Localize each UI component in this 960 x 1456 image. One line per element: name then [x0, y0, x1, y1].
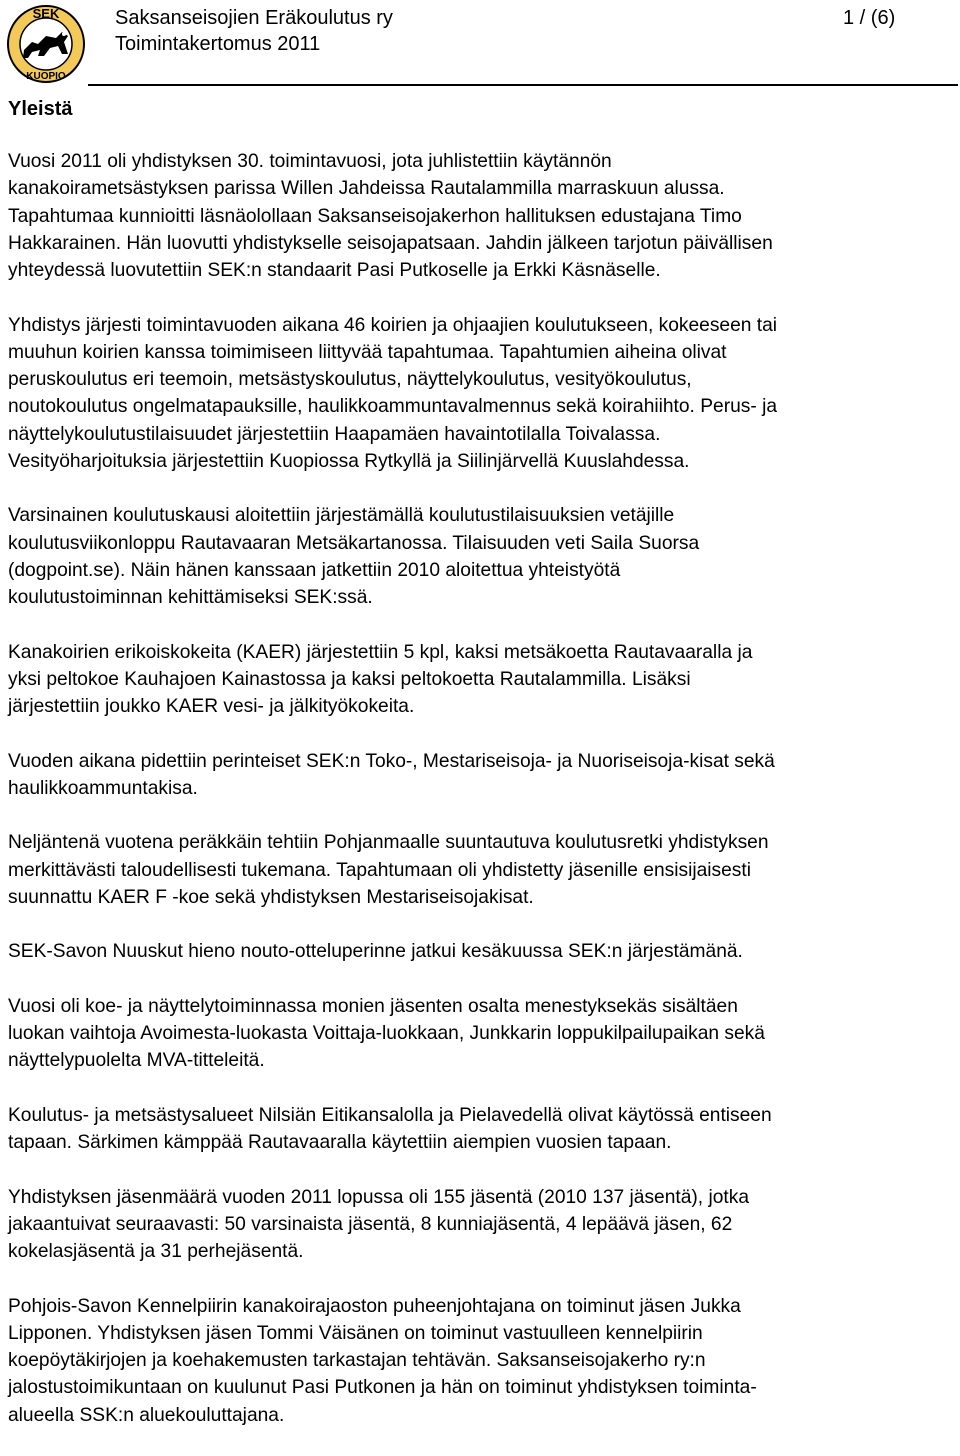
text-line: suunnattu KAER F -koe sekä yhdistyksen Mestariseisojakisat.	[8, 886, 534, 908]
text-line: Tapahtumaa kunnioitti läsnäolollaan Saksanseisojakerhon hallituksen edustajana Timo	[8, 205, 742, 227]
text-line: jakaantuivat seuraavasti: 50 varsinaista jäsentä, 8 kunniajäsentä, 4 lepäävä jäsen, 62	[8, 1213, 733, 1235]
text-line: Pohjois-Savon Kennelpiirin kanakoirajaoston puheenjohtajana on toiminut jäsen Jukka	[8, 1295, 741, 1317]
section-heading: Yleistä	[8, 98, 73, 120]
text-line: Hakkarainen. Hän luovutti yhdistykselle seisojapatsaan. Jahdin jälkeen tarjotun päivällisen	[8, 232, 773, 254]
paragraph	[8, 1293, 960, 1429]
logo-bottom-text: KUOPIO	[26, 71, 66, 82]
text-line: Koulutus- ja metsästysalueet Nilsiän Eitikansalolla ja Pielavedellä olivat käytössä entiseen	[8, 1104, 772, 1126]
text-line: yhteydessä luovutettiin SEK:n standaarit Pasi Putkoselle ja Erkki Käsnäselle.	[8, 260, 661, 281]
sek-kuopio-logo	[6, 2, 86, 86]
text-line: haulikkoammuntakisa.	[8, 777, 198, 799]
logo-top-text: SEK	[32, 6, 60, 21]
paragraph	[8, 993, 960, 1075]
document-body	[8, 148, 960, 1456]
paragraph	[8, 312, 960, 476]
text-line: kokelasjäsentä ja 31 perhejäsentä.	[8, 1241, 304, 1262]
text-line: yksi peltokoe Kauhajoen Kainastossa ja kaksi peltokoetta Rautalammilla. Lisäksi	[8, 668, 691, 690]
text-line: luokan vaihtoja Avoimesta-luokasta Voittaja-luokkaan, Junkkarin loppukilpailupaikan sekä	[8, 1023, 765, 1044]
text-line: Varsinainen koulutuskausi aloitettiin järjestämällä koulutustilaisuuksien vetäjille	[8, 505, 675, 527]
text-line: (dogpoint.se). Näin hänen kanssaan jatkettiin 2010 aloitettua yhteistyötä	[8, 559, 621, 581]
text-line: Vuoden aikana pidettiin perinteiset SEK:n Toko-, Mestariseisoja- ja Nuoriseisoja-kisat sekä	[8, 750, 775, 772]
text-line: näyttelypuolelta MVA-titteleitä.	[8, 1050, 265, 1072]
text-line: Yhdistys järjesti toimintavuoden aikana 46 koirien ja ohjaajien koulutukseen, kokeeseen tai	[8, 314, 778, 336]
page-header	[0, 0, 960, 88]
paragraph	[8, 1102, 960, 1157]
text-line: alueella SSK:n aluekouluttajana.	[8, 1404, 285, 1426]
text-line: näyttelykoulutustilaisuudet järjestettiin Haapamäen havaintotilalla Toivalassa.	[8, 423, 661, 445]
page-number: 1 / (6)	[843, 7, 896, 29]
text-line: kanakoirametsästyksen parissa Willen Jahdeissa Rautalammilla marraskuun alussa.	[8, 178, 725, 200]
paragraph	[8, 639, 960, 721]
text-line: muuhun koirien kanssa toimimiseen liittyvää tapahtumaa. Tapahtumien aiheina olivat	[8, 341, 727, 363]
text-line: Vesityöharjoituksia järjestettiin Kuopiossa Rytkyllä ja Siilinjärvellä Kuuslahdessa.	[8, 450, 690, 472]
text-line: Vuosi oli koe- ja näyttelytoiminnassa monien jäsenten osalta menestyksekäs sisältäen	[8, 995, 738, 1017]
text-line: merkittävästi taloudellisesti tukemana. Tapahtumaan oli yhdistetty jäsenille ensisijaisesti	[8, 859, 751, 881]
text-line: SEK-Savon Nuuskut hieno nouto-otteluperinne jatkui kesäkuussa SEK:n järjestämänä.	[8, 941, 743, 963]
header-divider	[88, 84, 958, 86]
text-line: Yhdistyksen jäsenmäärä vuoden 2011 lopussa oli 155 jäsentä (2010 137 jäsentä), jotka	[8, 1186, 749, 1208]
text-line: noutokoulutus ongelmatapauksille, haulikkoammuntavalmennus sekä koirahiihto. Perus- ja	[8, 396, 777, 418]
paragraph	[8, 502, 960, 611]
text-line: koulutusviikonloppu Rautavaaran Metsäkartanossa. Tilaisuuden veti Saila Suorsa	[8, 532, 700, 554]
text-line: järjestettiin joukko KAER vesi- ja jälkityökokeita.	[8, 696, 415, 717]
text-line: Vuosi 2011 oli yhdistyksen 30. toimintavuosi, jota juhlistettiin käytännön	[8, 151, 612, 172]
paragraph	[8, 829, 960, 911]
text-line: peruskoulutus eri teemoin, metsästyskoulutus, näyttelykoulutus, vesityökoulutus,	[8, 369, 692, 390]
organization-name: Saksanseisojien Eräkoulutus ry	[115, 7, 393, 29]
text-line: Neljäntenä vuotena peräkkäin tehtiin Pohjanmaalle suuntautuva koulutusretki yhdistyksen	[8, 832, 769, 854]
paragraph	[8, 938, 960, 965]
text-line: jalostustoimikuntaan on kuulunut Pasi Putkonen ja hän on toiminut yhdistyksen toiminta-	[8, 1377, 757, 1399]
text-line: Lipponen. Yhdistyksen jäsen Tommi Väisänen on toiminut vastuulleen kennelpiirin	[8, 1322, 703, 1344]
paragraph	[8, 1184, 960, 1266]
paragraph	[8, 148, 960, 284]
text-line: Kanakoirien erikoiskokeita (KAER) järjestettiin 5 kpl, kaksi metsäkoetta Rautavaaralla ja	[8, 641, 753, 663]
paragraph	[8, 748, 960, 803]
document-title: Toimintakertomus 2011	[115, 33, 321, 55]
text-line: koepöytäkirjojen ja koehakemusten tarkastajan tehtävän. Saksanseisojakerho ry:n	[8, 1350, 706, 1371]
text-line: tapaan. Särkimen kämppää Rautavaaralla käytettiin aiempien vuosien tapaan.	[8, 1132, 672, 1153]
text-line: koulutustoiminnan kehittämiseksi SEK:ssä.	[8, 587, 373, 608]
